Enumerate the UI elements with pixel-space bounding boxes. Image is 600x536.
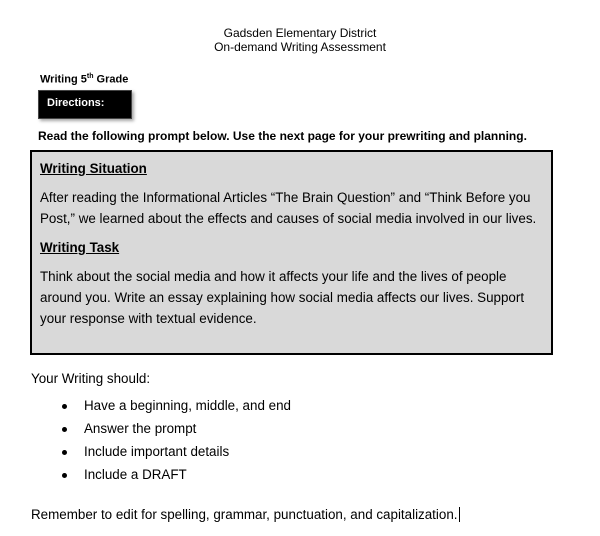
- writing-task-text: Think about the social media and how it affects your life and the lives of people around you. Write an essay explaining how social media affects our lives. Support your response with textual evidence.: [40, 269, 525, 326]
- list-item: Include important details: [60, 444, 291, 467]
- instruction-text: Read the following prompt below. Use the next page for your prewriting and planning.: [38, 129, 527, 143]
- text-cursor: [459, 507, 460, 522]
- reminder-text: Remember to edit for spelling, grammar, punctuation, and capitalization.: [31, 507, 458, 522]
- grade-label: [40, 73, 128, 86]
- writing-situation-title: Writing Situation: [40, 161, 147, 176]
- requirements-heading: Your Writing should:: [31, 371, 151, 386]
- grade-prefix: Writing 5: [40, 73, 87, 86]
- writing-task-title: Writing Task: [40, 240, 120, 255]
- directions-box: [38, 90, 132, 119]
- requirements-list: [60, 398, 291, 490]
- grade-rest: Grade: [93, 73, 129, 86]
- district-name: Gadsden Elementary District: [223, 26, 377, 40]
- writing-situation-text: After reading the Informational Articles “The Brain Question” and “Think Before you Post,” we learned about the effects and causes of social media involved in our lives.: [40, 190, 537, 226]
- document-header: [0, 26, 600, 54]
- list-item: Answer the prompt: [60, 421, 291, 444]
- prompt-box: [30, 150, 553, 355]
- assessment-title: On-demand Writing Assessment: [214, 40, 386, 54]
- list-item: Have a beginning, middle, and end: [60, 398, 291, 421]
- list-item: Include a DRAFT: [60, 467, 291, 490]
- reminder-line[interactable]: [31, 507, 460, 522]
- directions-label: Directions:: [47, 97, 105, 109]
- grade-suffix: th: [86, 73, 94, 80]
